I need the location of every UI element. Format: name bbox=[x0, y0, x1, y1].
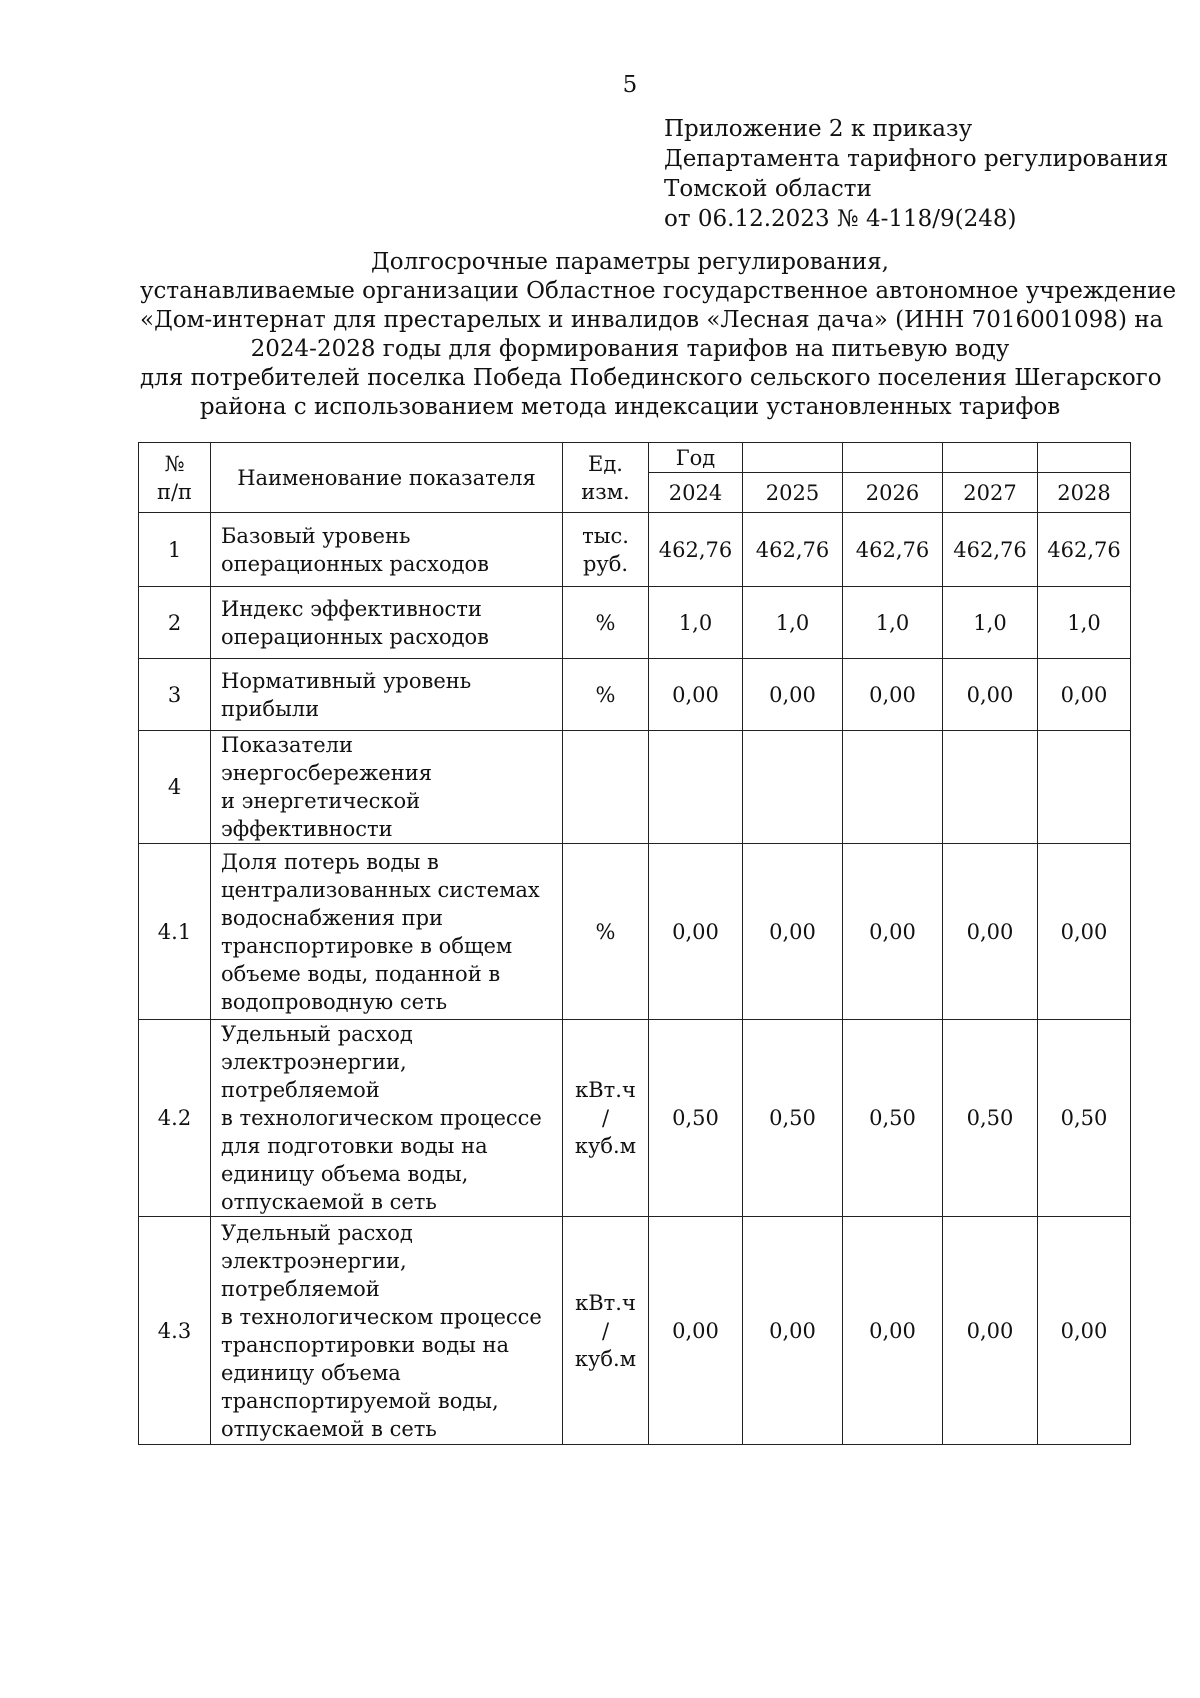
value-cell-2027: 0,50 bbox=[943, 1020, 1038, 1217]
value-cell-2028 bbox=[1038, 731, 1131, 844]
value-cell-2026: 0,50 bbox=[843, 1020, 943, 1217]
header-year-2025: 2025 bbox=[743, 473, 843, 513]
indicator-name-line: единицу объема bbox=[221, 1360, 401, 1385]
value-cell-2025: 0,00 bbox=[743, 1217, 843, 1445]
row-unit bbox=[563, 844, 649, 1020]
indicator-name-line: в технологическом процессе bbox=[221, 1304, 542, 1329]
indicator-name-line: водопроводную сеть bbox=[221, 989, 448, 1014]
row-number: 1 bbox=[139, 513, 211, 587]
value-cell-2026: 462,76 bbox=[843, 513, 943, 587]
value-cell-2026: 0,00 bbox=[843, 1217, 943, 1445]
appendix-line: Департамента тарифного регулирования bbox=[664, 146, 1169, 172]
indicator-name-line: централизованных системах bbox=[221, 877, 540, 902]
row-indicator-name bbox=[211, 513, 563, 587]
header-year: Год bbox=[649, 443, 743, 473]
title-line: района с использованием метода индексации установленных тарифов bbox=[199, 394, 1061, 420]
appendix-line: Томской области bbox=[664, 176, 872, 202]
unit-line: руб. bbox=[582, 551, 629, 576]
table-row bbox=[139, 513, 1131, 587]
indicator-name-line: электроэнергии, потребляемой bbox=[221, 1248, 407, 1301]
table-body bbox=[139, 513, 1131, 1445]
value-cell-2028: 1,0 bbox=[1038, 587, 1131, 659]
unit-line: % bbox=[595, 919, 616, 944]
value-cell-2025 bbox=[743, 731, 843, 844]
indicator-name-line: Удельный расход bbox=[221, 1220, 413, 1245]
value-cell-2025: 0,00 bbox=[743, 659, 843, 731]
indicator-name-line: Показатели энергосбережения bbox=[221, 733, 432, 785]
value-cell-2024: 462,76 bbox=[649, 513, 743, 587]
row-number: 4.2 bbox=[139, 1020, 211, 1217]
value-cell-2025: 0,50 bbox=[743, 1020, 843, 1217]
row-indicator-name bbox=[211, 844, 563, 1020]
table-row bbox=[139, 587, 1131, 659]
value-cell-2024: 0,00 bbox=[649, 1217, 743, 1445]
header-name: Наименование показателя bbox=[211, 443, 563, 513]
row-number: 3 bbox=[139, 659, 211, 731]
unit-line: тыс. bbox=[582, 523, 629, 548]
indicator-name-line: транспортируемой воды, bbox=[221, 1388, 499, 1413]
header-year-blank bbox=[943, 443, 1038, 473]
row-number: 4 bbox=[139, 731, 211, 844]
indicator-name-line: водоснабжения при bbox=[221, 905, 444, 930]
title-line: устанавливаемые организации Областное государственное автономное учреждение bbox=[140, 278, 1177, 304]
unit-line: куб.м bbox=[574, 1346, 637, 1371]
indicator-name-line: отпускаемой в сеть bbox=[221, 1416, 437, 1441]
indicator-name-line: Базовый уровень bbox=[221, 523, 411, 548]
header-number: № п/п bbox=[139, 443, 211, 513]
value-cell-2028: 0,00 bbox=[1038, 659, 1131, 731]
header-unit: Ед. изм. bbox=[563, 443, 649, 513]
unit-line: / bbox=[601, 1318, 610, 1343]
value-cell-2024: 0,00 bbox=[649, 844, 743, 1020]
document-title bbox=[140, 248, 1177, 422]
appendix-line: от 06.12.2023 № 4-118/9(248) bbox=[664, 206, 1017, 232]
indicator-name-line: операционных расходов bbox=[221, 624, 490, 649]
value-cell-2028: 0,50 bbox=[1038, 1020, 1131, 1217]
value-cell-2024 bbox=[649, 731, 743, 844]
row-indicator-name bbox=[211, 587, 563, 659]
row-indicator-name bbox=[211, 1020, 563, 1217]
indicator-name-line: единицу объема воды, bbox=[221, 1162, 469, 1186]
indicator-name-line: транспортировке в общем bbox=[221, 933, 513, 958]
indicator-name-line: Нормативный уровень bbox=[221, 668, 472, 693]
value-cell-2027: 0,00 bbox=[943, 844, 1038, 1020]
unit-line: куб.м bbox=[574, 1134, 637, 1158]
header-year-blank bbox=[1038, 443, 1131, 473]
value-cell-2027: 1,0 bbox=[943, 587, 1038, 659]
header-year-2026: 2026 bbox=[843, 473, 943, 513]
row-unit bbox=[563, 659, 649, 731]
indicator-name-line: в технологическом процессе bbox=[221, 1106, 542, 1130]
row-number: 4.1 bbox=[139, 844, 211, 1020]
row-number: 2 bbox=[139, 587, 211, 659]
row-number: 4.3 bbox=[139, 1217, 211, 1445]
row-indicator-name bbox=[211, 659, 563, 731]
value-cell-2026 bbox=[843, 731, 943, 844]
title-line: «Дом-интернат для престарелых и инвалидов «Лесная дача» (ИНН 7016001098) на bbox=[140, 307, 1164, 333]
value-cell-2024: 0,50 bbox=[649, 1020, 743, 1217]
table-row bbox=[139, 1020, 1131, 1217]
value-cell-2026: 1,0 bbox=[843, 587, 943, 659]
unit-line: % bbox=[595, 682, 616, 707]
table-row bbox=[139, 659, 1131, 731]
row-unit bbox=[563, 1020, 649, 1217]
indicator-name-line: электроэнергии, потребляемой bbox=[221, 1050, 407, 1102]
header-year-blank bbox=[843, 443, 943, 473]
page-number: 5 bbox=[622, 72, 638, 98]
indicator-name-line: для подготовки воды на bbox=[221, 1134, 488, 1158]
parameters-table bbox=[138, 442, 1131, 1445]
unit-line: / bbox=[601, 1106, 610, 1130]
value-cell-2026: 0,00 bbox=[843, 844, 943, 1020]
indicator-name-line: операционных расходов bbox=[221, 551, 490, 576]
indicator-name-line: Доля потерь воды в bbox=[221, 849, 439, 874]
value-cell-2025: 1,0 bbox=[743, 587, 843, 659]
value-cell-2028: 462,76 bbox=[1038, 513, 1131, 587]
value-cell-2028: 0,00 bbox=[1038, 844, 1131, 1020]
indicator-name-line: и энергетической bbox=[221, 789, 421, 813]
table-row bbox=[139, 1217, 1131, 1445]
header-year-blank bbox=[743, 443, 843, 473]
appendix-block bbox=[664, 114, 1168, 234]
indicator-name-line: транспортировки воды на bbox=[221, 1332, 510, 1357]
row-indicator-name bbox=[211, 731, 563, 844]
indicator-name-line: прибыли bbox=[221, 696, 320, 721]
value-cell-2027: 0,00 bbox=[943, 1217, 1038, 1445]
row-unit bbox=[563, 1217, 649, 1445]
value-cell-2024: 0,00 bbox=[649, 659, 743, 731]
row-unit bbox=[563, 513, 649, 587]
indicator-name-line: объеме воды, поданной в bbox=[221, 961, 501, 986]
value-cell-2027: 0,00 bbox=[943, 659, 1038, 731]
indicator-name-line: Индекс эффективности bbox=[221, 596, 482, 621]
title-line: 2024-2028 годы для формирования тарифов на питьевую воду bbox=[250, 336, 1010, 362]
value-cell-2024: 1,0 bbox=[649, 587, 743, 659]
table-row bbox=[139, 731, 1131, 844]
value-cell-2025: 462,76 bbox=[743, 513, 843, 587]
row-unit bbox=[563, 587, 649, 659]
title-line: для потребителей поселка Победа Побединского сельского поселения Шегарского bbox=[140, 365, 1162, 391]
title-line: Долгосрочные параметры регулирования, bbox=[371, 249, 889, 275]
value-cell-2028: 0,00 bbox=[1038, 1217, 1131, 1445]
row-unit bbox=[563, 731, 649, 844]
table-row bbox=[139, 844, 1131, 1020]
indicator-name-line: отпускаемой в сеть bbox=[221, 1190, 437, 1214]
unit-line: кВт.ч bbox=[575, 1078, 636, 1102]
header-year-2027: 2027 bbox=[943, 473, 1038, 513]
unit-line: % bbox=[595, 610, 616, 635]
indicator-name-line: Удельный расход bbox=[221, 1022, 413, 1046]
header-year-2024: 2024 bbox=[649, 473, 743, 513]
indicator-name-line: эффективности bbox=[221, 817, 393, 841]
row-indicator-name bbox=[211, 1217, 563, 1445]
value-cell-2027 bbox=[943, 731, 1038, 844]
value-cell-2025: 0,00 bbox=[743, 844, 843, 1020]
header-year-2028: 2028 bbox=[1038, 473, 1131, 513]
appendix-line: Приложение 2 к приказу bbox=[664, 116, 973, 142]
value-cell-2027: 462,76 bbox=[943, 513, 1038, 587]
unit-line: кВт.ч bbox=[575, 1290, 636, 1315]
value-cell-2026: 0,00 bbox=[843, 659, 943, 731]
